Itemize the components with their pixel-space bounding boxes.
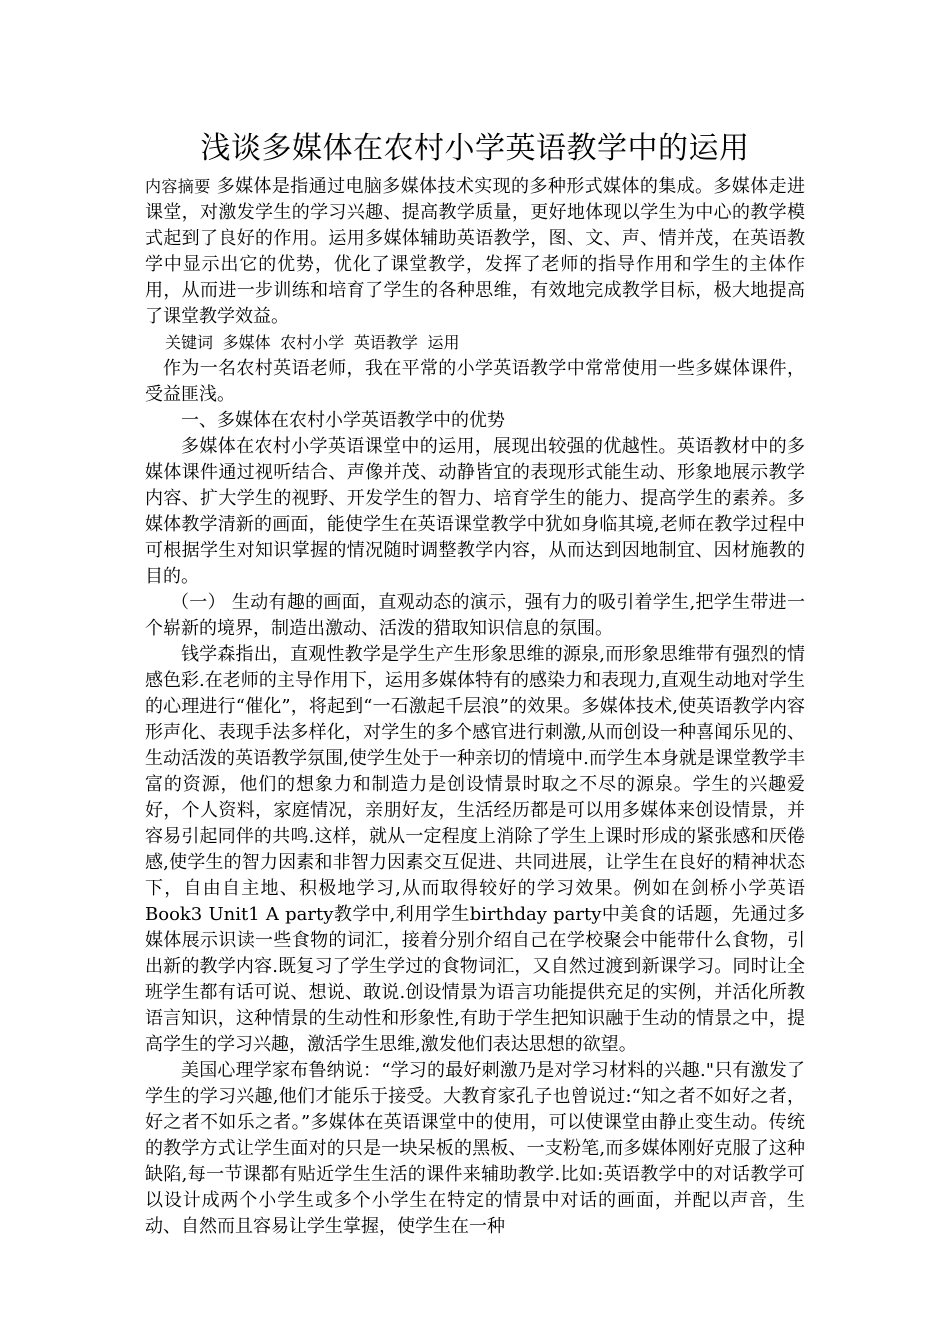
document-title: 浅谈多媒体在农村小学英语教学中的运用 — [200, 131, 750, 166]
intro-paragraph: 作为一名农村英语老师，我在平常的小学英语教学中常常使用一些多媒体课件，受益匪浅。 — [145, 358, 805, 405]
body-paragraph-bruner: 美国心理学家布鲁纳说：“学习的最好刺激乃是对学习材料的兴趣."只有激发了学生的学习兴趣,他们才能乐于接受。大教育家孔子也曾说过:“知之者不如好之者，好之者不如乐之者。”多媒体在英语课堂中的使用，可以使课堂由静止变生动。传统的教学方式让学生面对的只是一块呆板的黑板、一支粉笔,而多媒体刚好克服了这种缺陷,每一节课都有贴近学生生活的课件来辅助教学.比如:英语教学中的对话教学可以设计成两个小学生或多个小学生在特定的情景中对话的画面，并配以声音，生动、自然而且容易让学生掌握，使学生在一种 — [145, 1060, 805, 1237]
document-body — [145, 174, 805, 1240]
abstract-text: 多媒体是指通过电脑多媒体技术实现的多种形式媒体的集成。多媒体走进课堂，对激发学生的学习兴趣、提高教学质量，更好地体现以学生为中心的教学模式起到了良好的作用。运用多媒体辅助英语教学，图、文、声、情并茂，在英语教学中显示出它的优势，优化了课堂教学，发挥了老师的指导作用和学生的主体作用，从而进一步训练和培育了学生的各种思维，有效地完成教学目标，极大地提高了课堂教学效益。 — [145, 176, 805, 327]
subsection-heading: （一） 生动有趣的画面，直观动态的演示，强有力的吸引着学生,把学生带进一个崭新的境界，制造出激动、活泼的猎取知识信息的氛围。 — [145, 592, 805, 639]
section-heading: 一、多媒体在农村小学英语教学中的优势 — [181, 410, 505, 431]
keywords-line: 关键词 多媒体 农村小学 英语教学 运用 — [165, 333, 460, 352]
section-paragraph: 多媒体在农村小学英语课堂中的运用，展现出较强的优越性。英语教材中的多媒体课件通过视听结合、声像并茂、动静皆宜的表现形式能生动、形象地展示教学内容、扩大学生的视野、开发学生的智力、培育学生的能力、提高学生的素养。多媒体教学清新的画面，能使学生在英语课堂教学中犹如身临其境,老师在教学过程中可根据学生对知识掌握的情况随时调整教学内容，从而达到因地制宜、因材施教的目的。 — [145, 436, 805, 587]
abstract-label: 内容摘要 — [145, 177, 211, 196]
abstract-paragraph — [145, 174, 805, 330]
body-paragraph-qian: 钱学森指出，直观性教学是学生产生形象思维的源泉,而形象思维带有强烈的情感色彩.在老师的主导作用下，运用多媒体特有的感染力和表现力,直观生动地对学生的心理进行“催化”，将起到“一石激起千层浪”的效果。多媒体技术,使英语教学内容形声化、表现手法多样化，对学生的多个感官进行刺激,从而创设一种喜闻乐见的、生动活泼的英语教学氛围,使学生处于一种亲切的情境中.而学生本身就是课堂教学丰富的资源，他们的想象力和制造力是创设情景时取之不尽的源泉。学生的兴趣爱好，个人资料，家庭情况，亲朋好友，生活经历都是可以用多媒体来创设情景，并容易引起同伴的共鸣.这样，就从一定程度上消除了学生上课时形成的紧张感和厌倦感,使学生的智力因素和非智力因素交互促进、共同进展，让学生在良好的精神状态下，自由自主地、积极地学习,从而取得较好的学习效果。例如在剑桥小学英语Book3 Unit1 A party教学中,利用学生birthday party中美食的话题，先通过多媒体展示识读一些食物的词汇，接着分别介绍自己在学校聚会中能带什么食物，引出新的教学内容.既复习了学生学过的食物词汇，又自然过渡到新课学习。同时让全班学生都有话可说、想说、敢说.创设情景为语言功能提供充足的实例，并活化所教语言知识，这种情景的生动性和形象性,有助于学生把知识融于生动的情景之中，提高学生的学习兴趣，激活学生思维,激发他们表达思想的欲望。 — [145, 644, 805, 1055]
